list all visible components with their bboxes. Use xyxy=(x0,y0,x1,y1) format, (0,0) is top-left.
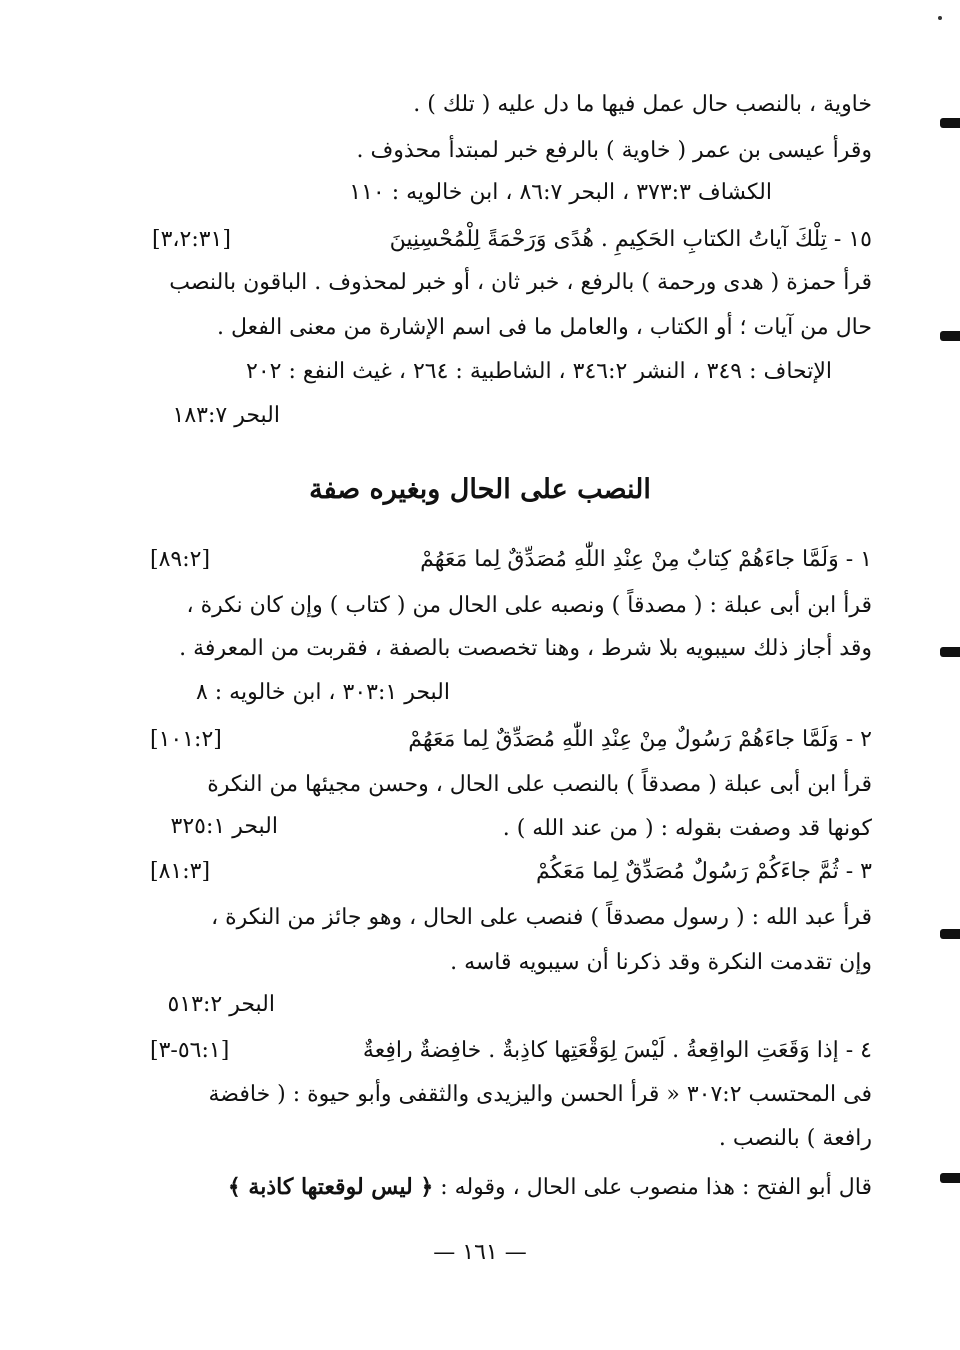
binding-mark xyxy=(940,1173,960,1183)
speck xyxy=(938,16,942,20)
verse-reference: [٣،٢:٣١] xyxy=(152,227,231,252)
text-line: كونها قد وصفت بقوله : ( من عند الله ) . xyxy=(502,816,872,841)
reference-line: البحر ٥١٣:٢ xyxy=(167,992,275,1017)
text-line: حال من آيات ؛ أو الكتاب ، والعامل ما فى اسم الإشارة من معنى الفعل . xyxy=(216,315,872,340)
text-line: قرأ ابن أبى عبلة ( مصدقاً ) بالنصب على الحال ، وحسن مجيئها من النكرة xyxy=(207,772,872,797)
text-line: قرأ ابن أبى عبلة : ( مصدقاً ) ونصبه على الحال من ( كتاب ) وإن كان نكرة ، xyxy=(186,593,872,618)
verse-reference: [٨٩:٢] xyxy=(150,547,211,572)
section-heading: النصب على الحال وبغيره صفة xyxy=(309,474,651,505)
text-line: خاوية ، بالنصب حال عمل فيها ما دل عليه ( تلك ) . xyxy=(413,92,872,117)
verse-line: ١٥ - تِلْكَ آياتُ الكتابِ الحَكِيمِ . هُدًى وَرَحْمَةً لِلْمُحْسِنِينَ xyxy=(389,227,872,252)
text-line: وإن تقدمت النكرة وقد ذكرنا أن سيبويه قاسه . xyxy=(450,950,872,975)
verse-line: ٢ - وَلَمَّا جاءَهُمْ رَسُولٌ مِنْ عِنْدِ اللّٰهِ مُصَدِّقٌ لِما مَعَهُمْ xyxy=(408,727,872,752)
text-line: وقرأ عيسى بن عمر ( خاوية ) بالرفع خبر لمبتدأ محذوف . xyxy=(356,138,872,163)
binding-mark xyxy=(940,331,960,341)
reference-line: الإتحاف : ٣٤٩ ، النشر ٣٤٦:٢ ، الشاطبية : ٢٦٤ ، غيث النفع : ٢٠٢ xyxy=(246,359,832,384)
verse-line: ٣ - ثُمَّ جاءَكُمْ رَسُولٌ مُصَدِّقٌ لِما مَعَكُمْ xyxy=(536,859,872,884)
text-line: فى المحتسب ٣٠٧:٢ « قرأ الحسن واليزيدى والثقفى وأبو حيوة : ( خافضة xyxy=(208,1082,872,1107)
verse-reference: [٥٦:١-٣] xyxy=(150,1038,230,1063)
binding-mark xyxy=(940,647,960,657)
text-line: قرأ حمزة ( هدى ورحمة ) بالرفع ، خبر ثان ، أو خبر لمحذوف . الباقون بالنصب xyxy=(169,270,872,295)
verse-reference: [١٠١:٢] xyxy=(150,727,222,752)
text-line xyxy=(228,1172,872,1203)
text-line: رافعة ) بالنصب . xyxy=(718,1126,872,1151)
quranic-quote: ﴿ ليس لوقعتها كاذبة ﴾ xyxy=(227,1174,434,1200)
text-line-lead: قال أبو الفتح : هذا منصوب على الحال ، وقوله : xyxy=(440,1175,872,1200)
text-line: وقد أجاز ذلك سيبويه بلا شرط ، وهنا تخصصت بالصفة ، فقربت من المعرفة . xyxy=(179,636,872,661)
verse-line: ٤ - إذا وَقَعَتِ الواقِعةُ . لَيْسَ لِوَقْعَتِها كاذِبةٌ . خافِضةٌ رافِعةٌ xyxy=(362,1038,872,1063)
verse-line: ١ - وَلَمَّا جاءَهُمْ كِتابٌ مِنْ عِنْدِ اللّٰهِ مُصَدِّقٌ لِما مَعَهُمْ xyxy=(420,547,872,572)
reference-line: البحر ١٨٣:٧ xyxy=(172,403,280,428)
page-number: — ١٦١ — xyxy=(433,1240,527,1265)
reference-line: الكشاف ٣٧٣:٣ ، البحر ٨٦:٧ ، ابن خالويه : ١١٠ xyxy=(349,180,772,205)
verse-reference: [٨١:٣] xyxy=(150,859,211,884)
text-line: قرأ عبد الله : ( رسول مصدقاً ) فنصب على الحال ، وهو جائز من النكرة ، xyxy=(211,905,872,930)
reference-line: البحر ٣٠٣:١ ، ابن خالويه : ٨ xyxy=(195,680,450,705)
binding-mark xyxy=(940,118,960,128)
reference-line: البحر ٣٢٥:١ xyxy=(170,814,278,839)
binding-mark xyxy=(940,929,960,939)
